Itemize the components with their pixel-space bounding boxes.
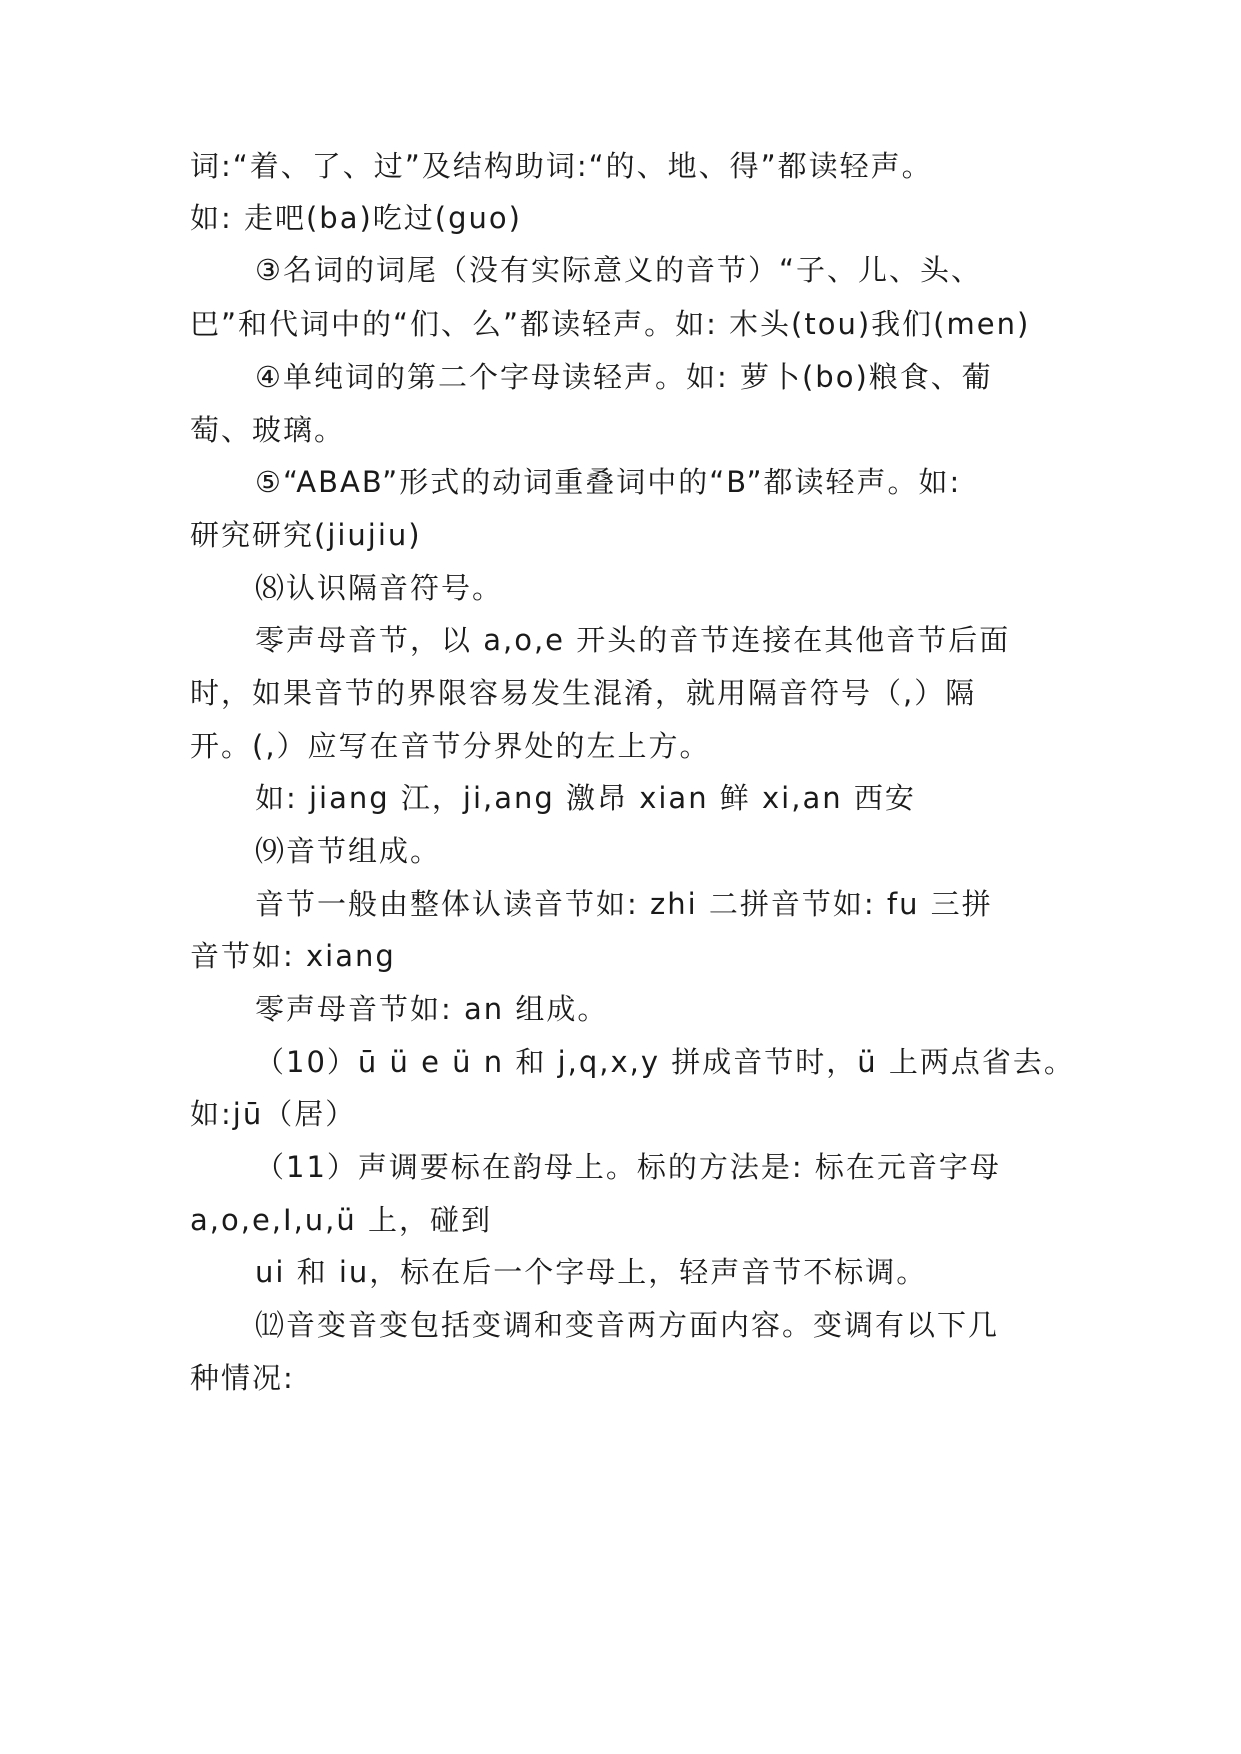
text-line-8: 研究研究(jiujiu) [190,518,422,552]
text-line-24: 种情况: [190,1361,295,1395]
text-line-19: 如:jū（居） [190,1097,357,1131]
text-line-11: 时，如果音节的界限容易发生混淆，就用隔音符号（,）隔 [190,676,977,710]
text-line-23: ⑿音变音变包括变调和变音两方面内容。变调有以下几 [255,1308,1000,1342]
text-line-21: a,o,e,I,u,ü 上，碰到 [190,1203,492,1237]
text-line-12: 开。(,）应写在音节分界处的左上方。 [190,729,711,763]
text-line-16: 音节如: xiang [190,939,396,973]
text-line-15: 音节一般由整体认读音节如: zhi 二拼音节如: fu 三拼 [255,887,993,921]
text-line-5: ④单纯词的第二个字母读轻声。如: 萝卜(bo)粮食、葡 [255,360,993,394]
text-line-22: ui 和 iu，标在后一个字母上，轻声音节不标调。 [255,1255,928,1289]
text-line-14: ⑼音节组成。 [255,834,442,868]
text-line-3: ③名词的词尾（没有实际意义的音节）“子、儿、头、 [255,253,983,287]
text-line-13: 如: jiang 江，ji,ang 激昂 xian 鲜 xi,an 西安 [255,781,916,815]
text-line-20: （11）声调要标在韵母上。标的方法是: 标在元音字母 [255,1150,1001,1184]
text-line-9: ⑻认识隔音符号。 [255,571,504,605]
text-line-17: 零声母音节如: an 组成。 [255,992,609,1026]
text-line-10: 零声母音节，以 a,o,e 开头的音节连接在其他音节后面 [255,623,1011,657]
text-line-4: 巴”和代词中的“们、么”都读轻声。如: 木头(tou)我们(men) [190,307,1031,341]
text-line-2: 如: 走吧(ba)吃过(guo) [190,201,522,235]
text-line-18: （10）ū ü e ü n 和 j,q,x,y 拼成音节时，ü 上两点省去。 [255,1045,1075,1079]
text-line-1: 词:“着、了、过”及结构助词:“的、地、得”都读轻声。 [190,149,933,183]
text-line-6: 萄、玻璃。 [190,413,346,447]
text-line-7: ⑤“ABAB”形式的动词重叠词中的“B”都读轻声。如: [255,465,962,499]
